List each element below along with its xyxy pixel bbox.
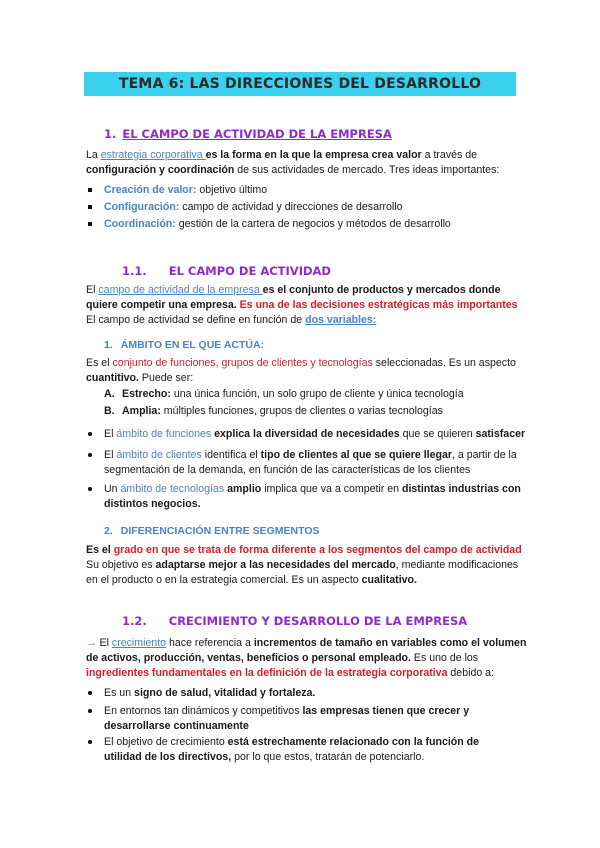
text: una única función, un solo grupo de cliente y única tecnología bbox=[170, 388, 464, 400]
term: Creación de valor: bbox=[104, 184, 197, 196]
bold-text: incrementos de tamaño en variables como el volumen bbox=[253, 637, 527, 649]
line bbox=[86, 371, 526, 386]
text: , mediante modificaciones bbox=[395, 559, 519, 571]
list-item bbox=[104, 200, 403, 215]
text: El bbox=[104, 449, 117, 461]
text: La bbox=[86, 149, 101, 161]
text: El bbox=[104, 428, 117, 440]
section-number: 1. bbox=[104, 339, 113, 351]
dot-bullet-icon bbox=[88, 448, 92, 463]
list-item bbox=[104, 183, 267, 198]
text: Es el bbox=[86, 357, 113, 369]
section-title: ÁMBITO EN EL QUE ACTÚA: bbox=[120, 339, 265, 351]
text: Puede ser: bbox=[138, 372, 194, 384]
bold-text: signo de salud, vitalidad y fortaleza. bbox=[134, 687, 316, 699]
sub-heading-ambito bbox=[104, 339, 264, 351]
highlight-text: ingredientes fundamentales en la definición de la estrategia corporativa bbox=[86, 667, 448, 679]
line bbox=[86, 163, 526, 178]
paragraph-ambito bbox=[86, 356, 526, 386]
square-bullet-icon bbox=[88, 217, 92, 232]
highlight-text: grado en que se trata de forma diferente a los segmentos del campo de actividad bbox=[113, 544, 522, 556]
list-item bbox=[104, 387, 464, 402]
line: desarrollarse continuamente bbox=[104, 720, 249, 732]
list-item bbox=[104, 217, 451, 232]
text: Es un aspecto bbox=[288, 574, 362, 586]
bold-text: configuración y coordinación bbox=[86, 164, 235, 176]
section-number: 1.1. bbox=[122, 264, 147, 278]
dot-bullet-icon bbox=[88, 427, 92, 442]
bold-text: adaptarse mejor a las necesidades del mercado bbox=[155, 559, 396, 571]
section-title: EL CAMPO DE ACTIVIDAD DE LA EMPRESA bbox=[122, 127, 392, 141]
highlight-text: conjunto de funciones, grupos de clientes y tecnologías bbox=[112, 357, 373, 369]
term: Configuración: bbox=[104, 201, 180, 213]
paragraph-diferenciacion bbox=[86, 543, 526, 588]
line bbox=[86, 558, 526, 573]
term: ámbito de tecnologías bbox=[120, 483, 225, 495]
link-text: crecimiento bbox=[111, 637, 167, 649]
text: El objetivo de crecimiento bbox=[104, 736, 228, 748]
square-bullet-icon bbox=[88, 200, 92, 215]
page-title: TEMA 6: LAS DIRECCIONES DEL DESARROLLO bbox=[84, 72, 516, 96]
term: Estrecho: bbox=[122, 388, 171, 400]
text: de sus actividades de mercado. Tres ideas importantes: bbox=[234, 164, 500, 176]
line bbox=[104, 448, 517, 463]
line bbox=[86, 573, 526, 588]
section-heading-1-1 bbox=[122, 264, 331, 278]
bold-text: cualitativo. bbox=[361, 574, 417, 586]
arrow-right-icon: → bbox=[86, 637, 97, 649]
bold-text: de activos, producción, ventas, beneficios o personal empleado. bbox=[86, 652, 411, 664]
dot-bullet-icon bbox=[88, 686, 92, 701]
bold-text: cuantitivo. bbox=[86, 372, 139, 384]
section-title: CRECIMIENTO Y DESARROLLO DE LA EMPRESA bbox=[168, 614, 468, 628]
text: gestión de la cartera de negocios y métodos de desarrollo bbox=[175, 218, 451, 230]
section-number: 1. bbox=[104, 127, 117, 141]
line bbox=[104, 482, 521, 497]
paragraph-estrategia bbox=[86, 148, 526, 178]
text: múltiples funciones, grupos de clientes o varias tecnologías bbox=[160, 405, 443, 417]
term: Coordinación: bbox=[104, 218, 176, 230]
line bbox=[86, 313, 526, 328]
text: en el producto o en la estrategia comercial. bbox=[86, 574, 289, 586]
bold-text: quiere competir una empresa. bbox=[86, 299, 237, 311]
line bbox=[104, 735, 479, 750]
line: segmentación de la demanda, en función de las características de los clientes bbox=[104, 464, 471, 476]
link-text: estrategia corporativa bbox=[100, 149, 206, 161]
line bbox=[86, 636, 526, 651]
text: El bbox=[86, 284, 99, 296]
list-item bbox=[104, 448, 517, 478]
list-item bbox=[104, 482, 521, 512]
section-number: 2. bbox=[104, 525, 113, 537]
term: Amplia: bbox=[122, 405, 161, 417]
section-heading-1 bbox=[104, 127, 392, 141]
paragraph-crecimiento bbox=[86, 636, 526, 681]
section-number: 1.2. bbox=[122, 614, 147, 628]
sub-heading-diferenciacion bbox=[104, 525, 320, 537]
bold-text: Es el bbox=[86, 544, 114, 556]
text: Su objetivo es bbox=[86, 559, 156, 571]
bold-text: explica la diversidad de necesidades bbox=[211, 428, 400, 440]
bold-text: amplio bbox=[224, 483, 262, 495]
text: , a partir de la bbox=[452, 449, 517, 461]
bold-text: utilidad de los directivos, bbox=[104, 751, 232, 763]
text: objetivo último bbox=[196, 184, 268, 196]
line bbox=[86, 651, 526, 666]
text: campo de actividad y direcciones de desarrollo bbox=[179, 201, 403, 213]
dot-bullet-icon bbox=[88, 735, 92, 750]
line bbox=[104, 704, 469, 719]
dot-bullet-icon bbox=[88, 704, 92, 719]
text: Un bbox=[104, 483, 121, 495]
text: seleccionadas. Es un aspecto bbox=[372, 357, 516, 369]
highlight-text: Es una de las decisiones estratégicas más importantes bbox=[236, 299, 518, 311]
line bbox=[86, 666, 526, 681]
link-text: campo de actividad de la empresa bbox=[98, 284, 263, 296]
bold-text: está estrechamente relacionado con la función de bbox=[227, 736, 480, 748]
link-text: dos variables: bbox=[305, 314, 377, 326]
bold-text: distintas industrias con bbox=[401, 483, 521, 495]
text: Es uno de los bbox=[410, 652, 479, 664]
bold-text: es el conjunto de productos y mercados donde bbox=[262, 284, 501, 296]
text: El bbox=[96, 637, 112, 649]
line bbox=[86, 283, 526, 298]
bold-text: satisfacer bbox=[475, 428, 526, 440]
dot-bullet-icon bbox=[88, 482, 92, 497]
line bbox=[104, 750, 479, 765]
paragraph-campo bbox=[86, 283, 526, 328]
square-bullet-icon bbox=[88, 183, 92, 198]
text: En entornos tan dinámicos y competitivos bbox=[104, 705, 303, 717]
section-title: DIFERENCIACIÓN ENTRE SEGMENTOS bbox=[120, 525, 320, 537]
list-item bbox=[104, 735, 479, 765]
section-title: EL CAMPO DE ACTIVIDAD bbox=[168, 264, 331, 278]
line: distintos negocios. bbox=[104, 498, 201, 510]
section-heading-1-2 bbox=[122, 614, 467, 628]
list-label: B. bbox=[104, 405, 115, 417]
term: ámbito de clientes bbox=[116, 449, 202, 461]
list-item bbox=[104, 704, 469, 734]
text: identifica el bbox=[201, 449, 261, 461]
list-label: A. bbox=[104, 388, 115, 400]
line bbox=[86, 148, 526, 163]
text: debido a: bbox=[447, 667, 495, 679]
text: El campo de actividad se define en función de bbox=[86, 314, 306, 326]
bold-text: tipo de clientes al que se quiere llegar bbox=[260, 449, 452, 461]
text: Es un bbox=[104, 687, 135, 699]
line bbox=[86, 298, 526, 313]
list-item bbox=[104, 427, 525, 442]
text: por lo que estos, tratarán de potenciarlo. bbox=[231, 751, 425, 763]
list-item bbox=[104, 404, 443, 419]
text: implica que va a competir en bbox=[261, 483, 402, 495]
line bbox=[86, 356, 526, 371]
text: hace referencia a bbox=[166, 637, 254, 649]
list-item bbox=[104, 686, 315, 701]
bold-text: las empresas tienen que crecer y bbox=[302, 705, 470, 717]
text: que se quieren bbox=[399, 428, 476, 440]
line bbox=[86, 543, 526, 558]
text: a través de bbox=[421, 149, 478, 161]
term: ámbito de funciones bbox=[116, 428, 212, 440]
bold-text: es la forma en la que la empresa crea valor bbox=[205, 149, 422, 161]
